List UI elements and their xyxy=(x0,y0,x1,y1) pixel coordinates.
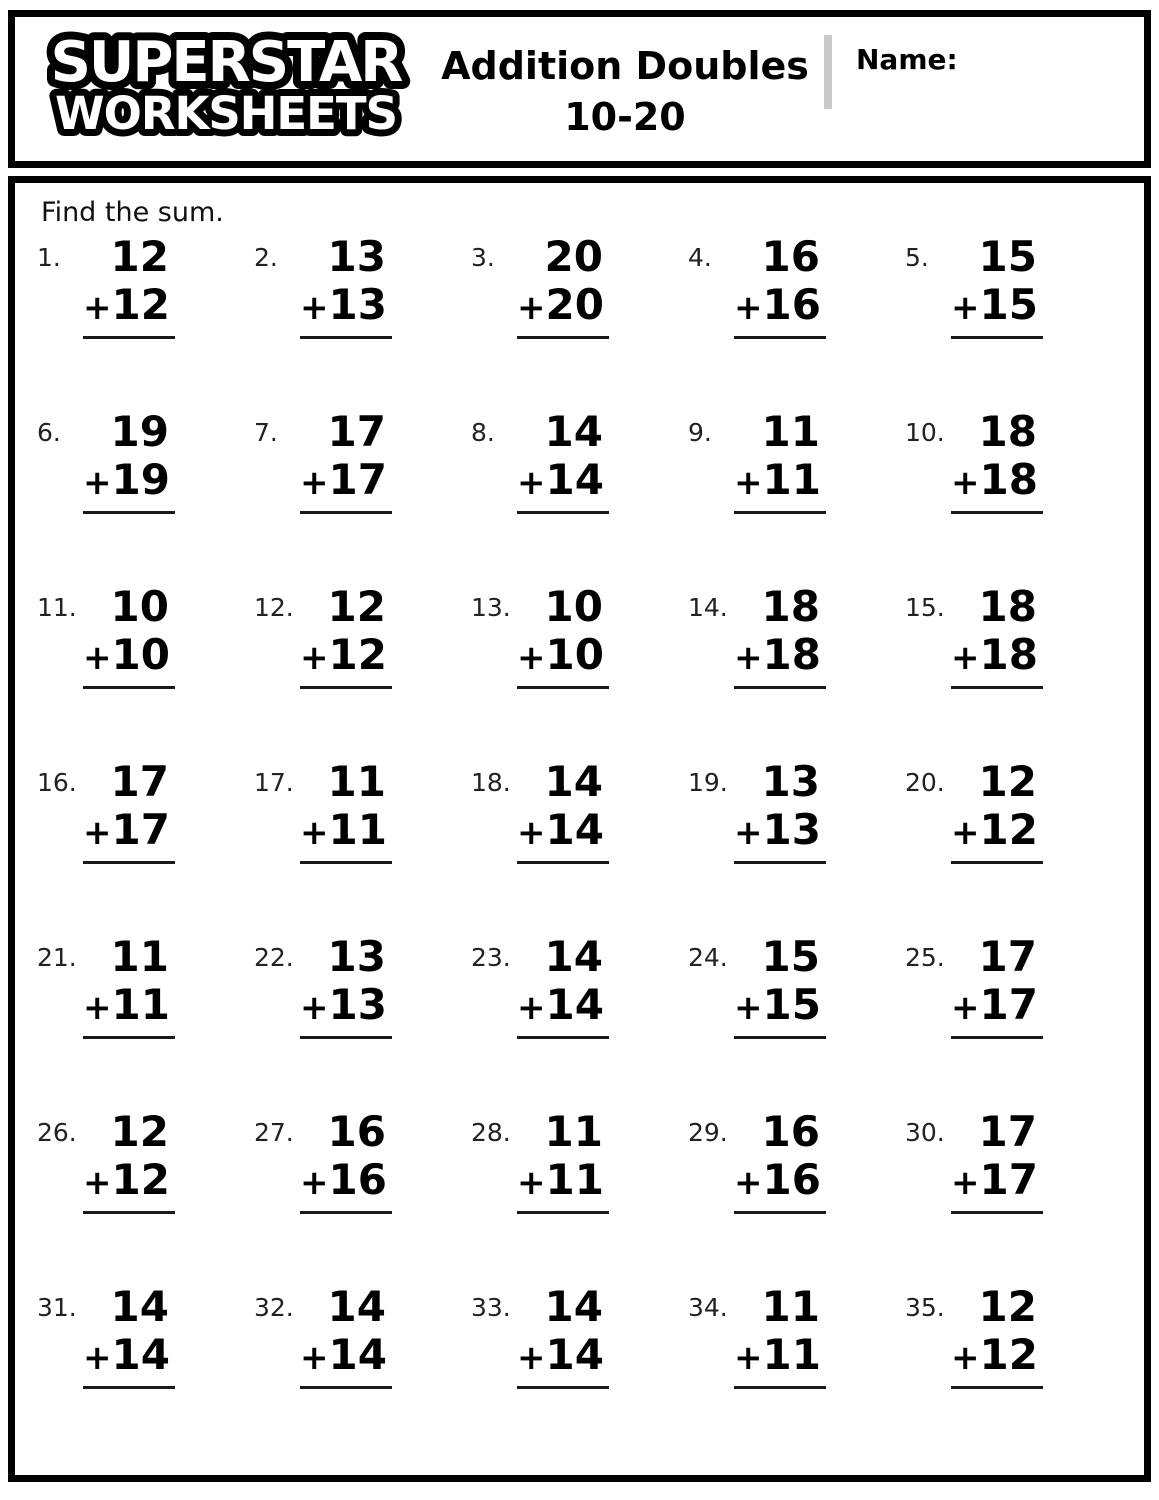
addend-bottom-row xyxy=(951,455,1043,505)
addend-bottom: 20 xyxy=(545,280,604,330)
plus-operator: + xyxy=(951,813,980,854)
answer-line xyxy=(734,686,826,689)
problem-number: 1. xyxy=(37,243,61,272)
logo-line2: WORKSHEETS xyxy=(54,87,398,140)
plus-operator: + xyxy=(300,813,329,854)
superstar-worksheets-logo xyxy=(29,27,424,153)
addend-bottom-row xyxy=(83,1330,175,1380)
addend-bottom-row xyxy=(300,805,392,855)
addend-top: 12 xyxy=(978,1282,1037,1331)
addend-bottom: 15 xyxy=(762,980,821,1030)
plus-operator: + xyxy=(951,463,980,504)
addend-top: 20 xyxy=(544,232,603,281)
addend-top: 10 xyxy=(544,582,603,631)
answer-line xyxy=(951,861,1043,864)
addend-top: 13 xyxy=(327,232,386,281)
addend-top: 13 xyxy=(761,757,820,806)
problem-number: 4. xyxy=(688,243,712,272)
addend-top: 16 xyxy=(761,232,820,281)
addend-bottom-row xyxy=(734,805,826,855)
addend-top: 10 xyxy=(110,582,169,631)
problem-cell xyxy=(37,232,254,410)
title-line1: Addition Doubles xyxy=(441,44,809,88)
problem-body xyxy=(300,1107,392,1214)
addend-bottom-row xyxy=(734,455,826,505)
addend-bottom: 14 xyxy=(545,980,604,1030)
problem-number: 5. xyxy=(905,243,929,272)
plus-operator: + xyxy=(83,638,112,679)
problem-cell xyxy=(905,407,1122,585)
problem-body xyxy=(734,232,826,339)
plus-operator: + xyxy=(734,1338,763,1379)
plus-operator: + xyxy=(300,288,329,329)
addend-bottom-row xyxy=(517,1155,609,1205)
problem-body xyxy=(951,932,1043,1039)
plus-operator: + xyxy=(83,1338,112,1379)
problem-body xyxy=(517,932,609,1039)
problem-body xyxy=(83,232,175,339)
problem-cell xyxy=(37,407,254,585)
addend-bottom-row xyxy=(300,1155,392,1205)
addend-bottom-row xyxy=(83,630,175,680)
problem-number: 13. xyxy=(471,593,511,622)
problem-number: 12. xyxy=(254,593,294,622)
addend-bottom: 17 xyxy=(111,805,170,855)
problem-body xyxy=(83,582,175,689)
addend-bottom: 11 xyxy=(762,1330,821,1380)
worksheet-title xyxy=(430,41,820,144)
problem-cell xyxy=(471,1282,688,1460)
problem-body xyxy=(517,757,609,864)
plus-operator: + xyxy=(951,638,980,679)
problem-body xyxy=(734,1107,826,1214)
problem-number: 3. xyxy=(471,243,495,272)
answer-line xyxy=(517,336,609,339)
plus-operator: + xyxy=(734,638,763,679)
answer-line xyxy=(517,686,609,689)
problem-cell xyxy=(905,582,1122,760)
answer-line xyxy=(734,336,826,339)
addend-top: 14 xyxy=(544,407,603,456)
addend-bottom: 14 xyxy=(111,1330,170,1380)
problems-grid xyxy=(37,232,1122,1460)
addend-bottom-row xyxy=(951,630,1043,680)
addend-bottom: 12 xyxy=(111,280,170,330)
addend-top: 19 xyxy=(110,407,169,456)
plus-operator: + xyxy=(517,288,546,329)
answer-line xyxy=(83,686,175,689)
problem-body xyxy=(951,582,1043,689)
addend-bottom-row xyxy=(734,980,826,1030)
problem-body xyxy=(83,407,175,514)
answer-line xyxy=(734,511,826,514)
addend-bottom: 11 xyxy=(545,1155,604,1205)
title-line2: 10-20 xyxy=(564,95,686,140)
addend-bottom: 16 xyxy=(762,1155,821,1205)
problem-number: 34. xyxy=(688,1293,728,1322)
addend-bottom: 12 xyxy=(111,1155,170,1205)
answer-line xyxy=(734,861,826,864)
answer-line xyxy=(517,861,609,864)
answer-line xyxy=(517,1211,609,1214)
addend-bottom: 13 xyxy=(328,280,387,330)
problem-cell xyxy=(471,757,688,935)
problem-cell xyxy=(905,232,1122,410)
problem-cell xyxy=(37,932,254,1110)
problem-number: 19. xyxy=(688,768,728,797)
problem-body xyxy=(734,582,826,689)
addend-bottom-row xyxy=(951,805,1043,855)
addend-top: 17 xyxy=(978,1107,1037,1156)
answer-line xyxy=(517,1386,609,1389)
name-label: Name: xyxy=(856,43,958,76)
problem-body xyxy=(951,1107,1043,1214)
logo-line1: SUPERSTAR xyxy=(50,30,402,95)
plus-operator: + xyxy=(300,638,329,679)
addend-top: 18 xyxy=(978,407,1037,456)
addend-top: 12 xyxy=(978,757,1037,806)
addend-bottom-row xyxy=(951,1155,1043,1205)
answer-line xyxy=(951,511,1043,514)
answer-line xyxy=(300,1386,392,1389)
problem-number: 29. xyxy=(688,1118,728,1147)
problem-cell xyxy=(254,1282,471,1460)
problem-body xyxy=(517,232,609,339)
problem-body xyxy=(83,757,175,864)
addend-bottom-row xyxy=(734,1155,826,1205)
problem-cell xyxy=(688,407,905,585)
addend-bottom: 12 xyxy=(979,805,1038,855)
problem-cell xyxy=(905,1282,1122,1460)
addend-bottom-row xyxy=(517,1330,609,1380)
problem-number: 11. xyxy=(37,593,77,622)
problem-number: 27. xyxy=(254,1118,294,1147)
problem-cell xyxy=(254,582,471,760)
problem-number: 9. xyxy=(688,418,712,447)
problems-section xyxy=(8,176,1151,1482)
problem-cell xyxy=(688,582,905,760)
answer-line xyxy=(83,336,175,339)
problem-cell xyxy=(254,1107,471,1285)
addend-bottom: 19 xyxy=(111,455,170,505)
problem-body xyxy=(517,1107,609,1214)
addend-top: 12 xyxy=(110,232,169,281)
problem-number: 30. xyxy=(905,1118,945,1147)
addend-bottom-row xyxy=(951,280,1043,330)
addend-bottom: 16 xyxy=(762,280,821,330)
problem-body xyxy=(83,1107,175,1214)
problem-cell xyxy=(905,1107,1122,1285)
problem-number: 7. xyxy=(254,418,278,447)
answer-line xyxy=(83,861,175,864)
problem-body xyxy=(517,407,609,514)
problem-body xyxy=(300,407,392,514)
answer-line xyxy=(300,336,392,339)
problem-cell xyxy=(254,232,471,410)
answer-line xyxy=(734,1211,826,1214)
addend-bottom: 10 xyxy=(111,630,170,680)
header xyxy=(8,10,1151,168)
problem-body xyxy=(83,932,175,1039)
plus-operator: + xyxy=(83,288,112,329)
addend-bottom-row xyxy=(300,980,392,1030)
problem-body xyxy=(517,582,609,689)
addend-top: 11 xyxy=(761,407,820,456)
plus-operator: + xyxy=(951,288,980,329)
plus-operator: + xyxy=(734,288,763,329)
problem-body xyxy=(300,582,392,689)
problem-body xyxy=(734,757,826,864)
answer-line xyxy=(83,1386,175,1389)
problem-body xyxy=(951,232,1043,339)
plus-operator: + xyxy=(517,988,546,1029)
answer-line xyxy=(734,1036,826,1039)
addend-bottom: 14 xyxy=(545,1330,604,1380)
addend-top: 15 xyxy=(978,232,1037,281)
problem-cell xyxy=(254,932,471,1110)
problem-number: 28. xyxy=(471,1118,511,1147)
problem-number: 26. xyxy=(37,1118,77,1147)
plus-operator: + xyxy=(951,1163,980,1204)
problem-cell xyxy=(471,232,688,410)
problem-body xyxy=(951,1282,1043,1389)
plus-operator: + xyxy=(734,1163,763,1204)
addend-top: 13 xyxy=(327,932,386,981)
addend-bottom: 12 xyxy=(979,1330,1038,1380)
addend-bottom-row xyxy=(734,1330,826,1380)
addend-top: 11 xyxy=(761,1282,820,1331)
instructions-text: Find the sum. xyxy=(41,197,224,228)
addend-bottom: 18 xyxy=(762,630,821,680)
problem-cell xyxy=(37,1282,254,1460)
addend-bottom: 11 xyxy=(328,805,387,855)
addend-bottom: 13 xyxy=(762,805,821,855)
plus-operator: + xyxy=(517,813,546,854)
problem-number: 23. xyxy=(471,943,511,972)
answer-line xyxy=(951,686,1043,689)
answer-line xyxy=(300,1036,392,1039)
answer-line xyxy=(951,336,1043,339)
problem-number: 8. xyxy=(471,418,495,447)
addend-bottom-row xyxy=(517,980,609,1030)
addend-bottom: 14 xyxy=(545,805,604,855)
plus-operator: + xyxy=(517,638,546,679)
addend-top: 18 xyxy=(761,582,820,631)
addend-bottom-row xyxy=(517,805,609,855)
addend-bottom: 11 xyxy=(762,455,821,505)
addend-bottom-row xyxy=(83,980,175,1030)
answer-line xyxy=(300,1211,392,1214)
addend-bottom-row xyxy=(300,630,392,680)
addend-top: 17 xyxy=(110,757,169,806)
problem-body xyxy=(951,407,1043,514)
plus-operator: + xyxy=(951,1338,980,1379)
answer-line xyxy=(517,511,609,514)
logo-bubble-text xyxy=(29,27,424,149)
plus-operator: + xyxy=(83,1163,112,1204)
problem-body xyxy=(951,757,1043,864)
addend-bottom: 12 xyxy=(328,630,387,680)
addend-bottom-row xyxy=(951,1330,1043,1380)
problem-body xyxy=(300,1282,392,1389)
addend-top: 16 xyxy=(761,1107,820,1156)
addend-bottom-row xyxy=(83,805,175,855)
addend-bottom-row xyxy=(517,455,609,505)
addend-bottom: 18 xyxy=(979,630,1038,680)
plus-operator: + xyxy=(83,988,112,1029)
addend-top: 12 xyxy=(327,582,386,631)
plus-operator: + xyxy=(300,1163,329,1204)
problem-number: 31. xyxy=(37,1293,77,1322)
plus-operator: + xyxy=(734,813,763,854)
addend-top: 11 xyxy=(327,757,386,806)
addend-bottom-row xyxy=(517,630,609,680)
plus-operator: + xyxy=(517,463,546,504)
problem-body xyxy=(734,932,826,1039)
addend-top: 14 xyxy=(544,1282,603,1331)
problem-cell xyxy=(471,582,688,760)
addend-bottom: 14 xyxy=(328,1330,387,1380)
addend-bottom-row xyxy=(951,980,1043,1030)
answer-line xyxy=(951,1386,1043,1389)
plus-operator: + xyxy=(83,463,112,504)
addend-bottom: 17 xyxy=(328,455,387,505)
problem-body xyxy=(300,757,392,864)
addend-bottom: 14 xyxy=(545,455,604,505)
addend-bottom: 15 xyxy=(979,280,1038,330)
problem-number: 17. xyxy=(254,768,294,797)
problem-body xyxy=(83,1282,175,1389)
addend-top: 14 xyxy=(544,932,603,981)
addend-bottom-row xyxy=(734,280,826,330)
problem-number: 6. xyxy=(37,418,61,447)
plus-operator: + xyxy=(517,1338,546,1379)
problem-number: 21. xyxy=(37,943,77,972)
plus-operator: + xyxy=(951,988,980,1029)
addend-bottom-row xyxy=(83,1155,175,1205)
problem-cell xyxy=(37,1107,254,1285)
problem-number: 14. xyxy=(688,593,728,622)
addend-bottom: 16 xyxy=(328,1155,387,1205)
answer-line xyxy=(83,1036,175,1039)
problem-cell xyxy=(471,932,688,1110)
problem-number: 32. xyxy=(254,1293,294,1322)
problem-number: 18. xyxy=(471,768,511,797)
problem-cell xyxy=(254,757,471,935)
answer-line xyxy=(734,1386,826,1389)
addend-top: 17 xyxy=(327,407,386,456)
plus-operator: + xyxy=(734,463,763,504)
problem-body xyxy=(300,232,392,339)
plus-operator: + xyxy=(300,988,329,1029)
problem-body xyxy=(300,932,392,1039)
addend-bottom: 17 xyxy=(979,1155,1038,1205)
problem-number: 15. xyxy=(905,593,945,622)
addend-top: 14 xyxy=(110,1282,169,1331)
problem-cell xyxy=(688,932,905,1110)
addend-bottom-row xyxy=(300,280,392,330)
problem-cell xyxy=(688,1282,905,1460)
problem-cell xyxy=(37,582,254,760)
answer-line xyxy=(951,1211,1043,1214)
problem-number: 10. xyxy=(905,418,945,447)
addend-top: 14 xyxy=(544,757,603,806)
header-divider xyxy=(824,35,832,109)
problem-number: 20. xyxy=(905,768,945,797)
addend-bottom-row xyxy=(517,280,609,330)
problem-number: 16. xyxy=(37,768,77,797)
addend-bottom-row xyxy=(734,630,826,680)
problem-body xyxy=(734,407,826,514)
problem-cell xyxy=(905,757,1122,935)
problem-body xyxy=(517,1282,609,1389)
answer-line xyxy=(517,1036,609,1039)
addend-top: 16 xyxy=(327,1107,386,1156)
addend-bottom-row xyxy=(300,455,392,505)
answer-line xyxy=(300,511,392,514)
problem-cell xyxy=(471,1107,688,1285)
answer-line xyxy=(83,1211,175,1214)
problem-number: 33. xyxy=(471,1293,511,1322)
addend-bottom: 11 xyxy=(111,980,170,1030)
addend-bottom: 17 xyxy=(979,980,1038,1030)
problem-cell xyxy=(905,932,1122,1110)
problem-number: 22. xyxy=(254,943,294,972)
addend-bottom-row xyxy=(300,1330,392,1380)
addend-bottom: 13 xyxy=(328,980,387,1030)
plus-operator: + xyxy=(300,1338,329,1379)
problem-body xyxy=(734,1282,826,1389)
problem-cell xyxy=(254,407,471,585)
problem-cell xyxy=(471,407,688,585)
answer-line xyxy=(83,511,175,514)
problem-number: 2. xyxy=(254,243,278,272)
plus-operator: + xyxy=(83,813,112,854)
addend-bottom: 18 xyxy=(979,455,1038,505)
addend-top: 11 xyxy=(544,1107,603,1156)
addend-top: 11 xyxy=(110,932,169,981)
addend-top: 18 xyxy=(978,582,1037,631)
addend-top: 12 xyxy=(110,1107,169,1156)
plus-operator: + xyxy=(517,1163,546,1204)
addend-bottom-row xyxy=(83,280,175,330)
plus-operator: + xyxy=(734,988,763,1029)
problem-number: 25. xyxy=(905,943,945,972)
problem-number: 24. xyxy=(688,943,728,972)
addend-bottom: 10 xyxy=(545,630,604,680)
problem-cell xyxy=(37,757,254,935)
answer-line xyxy=(300,686,392,689)
addend-top: 17 xyxy=(978,932,1037,981)
problem-cell xyxy=(688,1107,905,1285)
plus-operator: + xyxy=(300,463,329,504)
problem-cell xyxy=(688,232,905,410)
problem-cell xyxy=(688,757,905,935)
problem-number: 35. xyxy=(905,1293,945,1322)
addend-top: 15 xyxy=(761,932,820,981)
addend-top: 14 xyxy=(327,1282,386,1331)
answer-line xyxy=(300,861,392,864)
addend-bottom-row xyxy=(83,455,175,505)
answer-line xyxy=(951,1036,1043,1039)
